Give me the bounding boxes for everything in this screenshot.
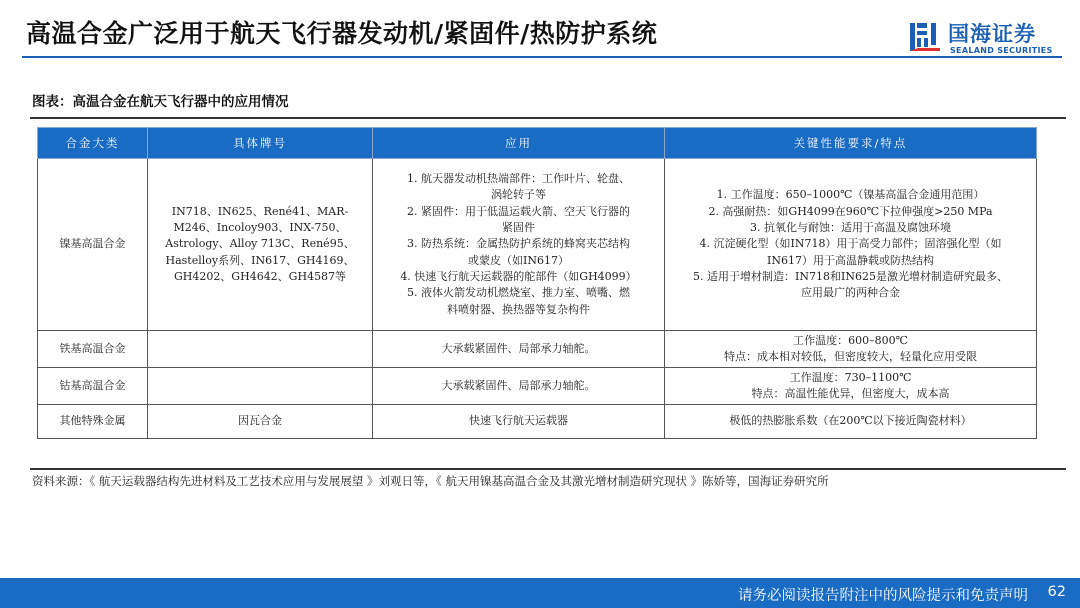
- table-row: [38, 159, 1037, 331]
- feature-line: 4. 沉淀硬化型（如IN718）用于高受力部件；固溶强化型（如: [699, 237, 1002, 251]
- feature-line: 3. 抗氧化与耐蚀：适用于高温及腐蚀环境: [750, 221, 951, 235]
- header-features: 关键性能要求/特点: [665, 128, 1037, 159]
- grade-line: 因瓦合金: [238, 414, 282, 428]
- footer-bar: [0, 578, 1080, 608]
- row-grades: [148, 331, 373, 368]
- table-row: [38, 368, 1037, 405]
- application-line: 大承载紧固件、局部承力轴舵。: [441, 341, 596, 355]
- application-line: 料喷射器、换热器等复杂构件: [447, 302, 590, 316]
- feature-line: 工作温度：730–1100℃: [789, 370, 912, 384]
- feature-line: IN617）用于高温静载或防热结构: [767, 253, 934, 267]
- caption-divider: [30, 117, 1066, 119]
- grade-line: M246、Incoloy903、INX-750、: [173, 221, 347, 235]
- row-applications: [373, 331, 665, 368]
- grade-line: Astrology、Alloy 713C、René95、: [165, 237, 355, 251]
- feature-line: 特点：高温性能优异，但密度大，成本高: [751, 387, 950, 400]
- page-number: 62: [1047, 584, 1066, 600]
- application-line: 涡轮转子等: [491, 188, 546, 202]
- grade-line: Hastelloy系列、IN617、GH4169、: [165, 253, 355, 267]
- grade-line: GH4202、GH4642、GH4587等: [173, 269, 347, 283]
- row-applications: [373, 368, 665, 405]
- feature-line: 1. 工作温度：650–1000℃（镍基高温合金通用范围）: [716, 188, 985, 202]
- row-features: [665, 405, 1037, 439]
- alloy-application-table: [37, 127, 1037, 439]
- logo-english-name: SEALAND SECURITIES: [950, 46, 1053, 55]
- source-note: 资料来源：《 航天运载器结构先进材料及工艺技术应用与发展展望 》刘观日等，《 航天用镍基高温合金及其激光增材制造研究现状 》陈娇等，国海证券研究所: [32, 474, 829, 488]
- grade-line: IN718、IN625、René41、MAR-: [171, 204, 349, 218]
- feature-line: 应用最广的两种合金: [801, 286, 900, 300]
- row-category: 钴基高温合金: [38, 368, 148, 405]
- row-features: [665, 368, 1037, 405]
- feature-line: 极低的热膨胀系数（在200℃以下接近陶瓷材料）: [729, 414, 972, 428]
- feature-line: 5. 适用于增材制造：IN718和IN625是激光增材制造研究最多、: [693, 269, 1008, 283]
- feature-line: 工作温度：600–800℃: [793, 333, 908, 347]
- row-applications: [373, 159, 665, 331]
- sealand-logo-icon: [908, 20, 942, 54]
- title-divider: [22, 56, 1062, 58]
- company-logo: [908, 18, 1068, 60]
- application-line: 2. 紧固件：用于低温运载火箭、空天飞行器的: [407, 204, 630, 218]
- application-line: 5. 液体火箭发动机燃烧室、推力室、喷嘴、燃: [407, 286, 630, 300]
- figure-caption: 图表：高温合金在航天飞行器中的应用情况: [32, 94, 289, 110]
- row-grades: [148, 405, 373, 439]
- feature-line: 2. 高强耐热：如GH4099在960℃下拉伸强度>250 MPa: [708, 204, 993, 218]
- source-divider: [30, 468, 1066, 470]
- row-applications: [373, 405, 665, 439]
- page-title: 高温合金广泛用于航天飞行器发动机/紧固件/热防护系统: [26, 19, 658, 48]
- table-header-row: [38, 128, 1037, 159]
- application-line: 或蒙皮（如IN617）: [468, 253, 569, 267]
- row-category: 铁基高温合金: [38, 331, 148, 368]
- logo-chinese-name: 国海证券: [948, 22, 1036, 46]
- header-application: 应用: [373, 128, 665, 159]
- row-features: [665, 159, 1037, 331]
- row-grades: [148, 159, 373, 331]
- header-grade: 具体牌号: [148, 128, 373, 159]
- application-line: 3. 防热系统：金属热防护系统的蜂窝夹芯结构: [407, 237, 630, 251]
- table-row: [38, 331, 1037, 368]
- feature-line: 特点：成本相对较低，但密度较大，轻量化应用受限: [724, 350, 977, 363]
- disclaimer-text: 请务必阅读报告附注中的风险提示和免责声明: [738, 588, 1028, 604]
- application-line: 4. 快速飞行航天运载器的舵部件（如GH4099）: [400, 269, 637, 283]
- application-line: 1. 航天器发动机热端部件：工作叶片、轮盘、: [407, 172, 630, 186]
- row-features: [665, 331, 1037, 368]
- row-grades: [148, 368, 373, 405]
- table-row: [38, 405, 1037, 439]
- header-category: 合金大类: [38, 128, 148, 159]
- application-line: 快速飞行航天运载器: [469, 414, 568, 428]
- application-line: 大承载紧固件、局部承力轴舵。: [441, 378, 596, 392]
- row-category: 镍基高温合金: [38, 159, 148, 331]
- row-category: 其他特殊金属: [38, 405, 148, 439]
- application-line: 紧固件: [502, 221, 535, 235]
